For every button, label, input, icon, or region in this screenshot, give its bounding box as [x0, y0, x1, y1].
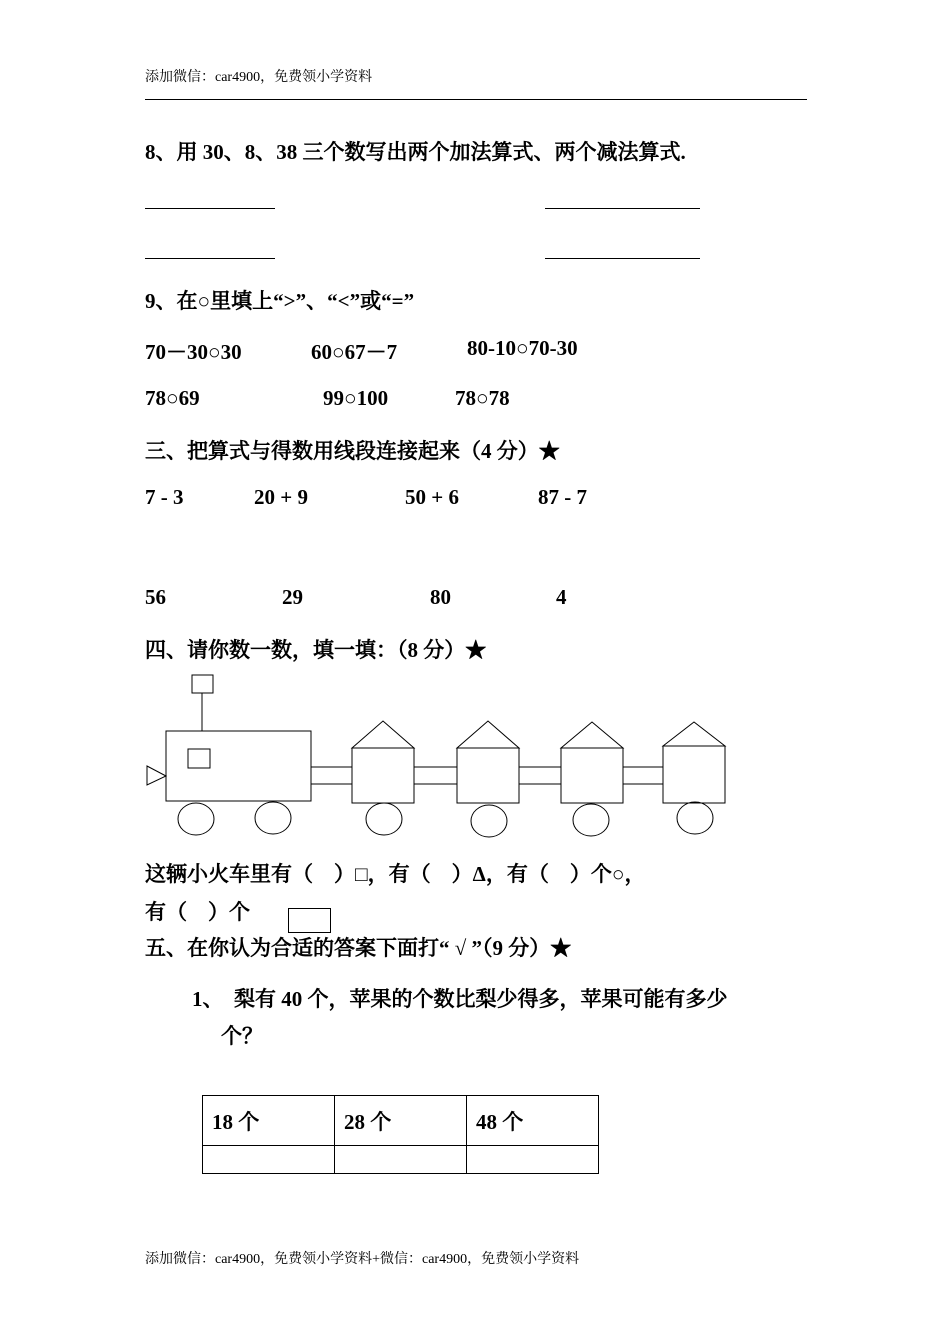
expression: 20 + 9	[254, 485, 308, 509]
coupler	[519, 767, 561, 784]
footer-watermark: 添加微信：car4900，免费领小学资料+微信：car4900，免费领小学资料	[145, 1252, 580, 1267]
roof-triangle	[561, 722, 623, 748]
section4-title: 四、请你数一数，填一填：（8 分）★	[145, 638, 487, 662]
section5-q1-line1: 1、 梨有 40 个，苹果的个数比梨少得多，苹果可能有多少	[192, 987, 728, 1011]
roof-triangle	[663, 722, 725, 746]
carriage-body	[561, 748, 623, 803]
result: 80	[430, 585, 451, 609]
wheel-circle	[178, 803, 214, 835]
option-cell: 48 个	[467, 1096, 599, 1146]
check-cell[interactable]	[203, 1146, 335, 1174]
coupler	[623, 767, 663, 784]
wheel-circle	[573, 804, 609, 836]
q9-item: 78○69	[145, 386, 200, 410]
coupler	[311, 767, 352, 784]
section3-title: 三、把算式与得数用线段连接起来（4 分）★	[145, 439, 560, 463]
wheel-circle	[471, 805, 507, 837]
result: 4	[556, 585, 567, 609]
coupler	[414, 767, 457, 784]
front-triangle	[147, 766, 166, 785]
wheel-circle	[677, 802, 713, 834]
options-table	[202, 1095, 599, 1174]
q9-item: 78○78	[455, 386, 510, 410]
carriage-body	[663, 746, 725, 803]
header-watermark: 添加微信：car4900，免费领小学资料	[145, 70, 373, 85]
check-cell[interactable]	[467, 1146, 599, 1174]
expression: 50 + 6	[405, 485, 459, 509]
expression: 7 - 3	[145, 485, 184, 509]
engine-window	[188, 749, 210, 768]
carriage-body	[352, 748, 414, 803]
q9-title: 9、在○里填上“>”、“<”或“=”	[145, 289, 415, 313]
section4-line2: 有（ ）个	[145, 900, 250, 924]
carriage-body	[457, 748, 519, 803]
roof-triangle	[457, 721, 519, 748]
q9-item: 99○100	[323, 386, 389, 410]
option-cell: 28 个	[335, 1096, 467, 1146]
q9-item: 70－30○30	[145, 340, 242, 364]
q8-title: 8、用 30、8、38 三个数写出两个加法算式、两个减法算式.	[145, 140, 686, 164]
result: 29	[282, 585, 303, 609]
expression: 87 - 7	[538, 485, 587, 509]
result: 56	[145, 585, 166, 609]
section5-q1-line2: 个？	[221, 1024, 263, 1048]
wheel-circle	[366, 803, 402, 835]
section4-line1: 这辆小火车里有（ ）□，有（ ）Δ，有（ ）个○，	[145, 862, 646, 886]
q9-item: 80-10○70-30	[467, 336, 578, 360]
chimney-square	[192, 675, 213, 693]
option-cell: 18 个	[203, 1096, 335, 1146]
wheel-circle	[255, 802, 291, 834]
check-cell[interactable]	[335, 1146, 467, 1174]
rectangle-shape	[288, 908, 331, 933]
q9-item: 60○67－7	[311, 340, 398, 364]
roof-triangle	[352, 721, 414, 748]
section5-title: 五、在你认为合适的答案下面打“ √ ”（9 分）★	[145, 936, 572, 960]
